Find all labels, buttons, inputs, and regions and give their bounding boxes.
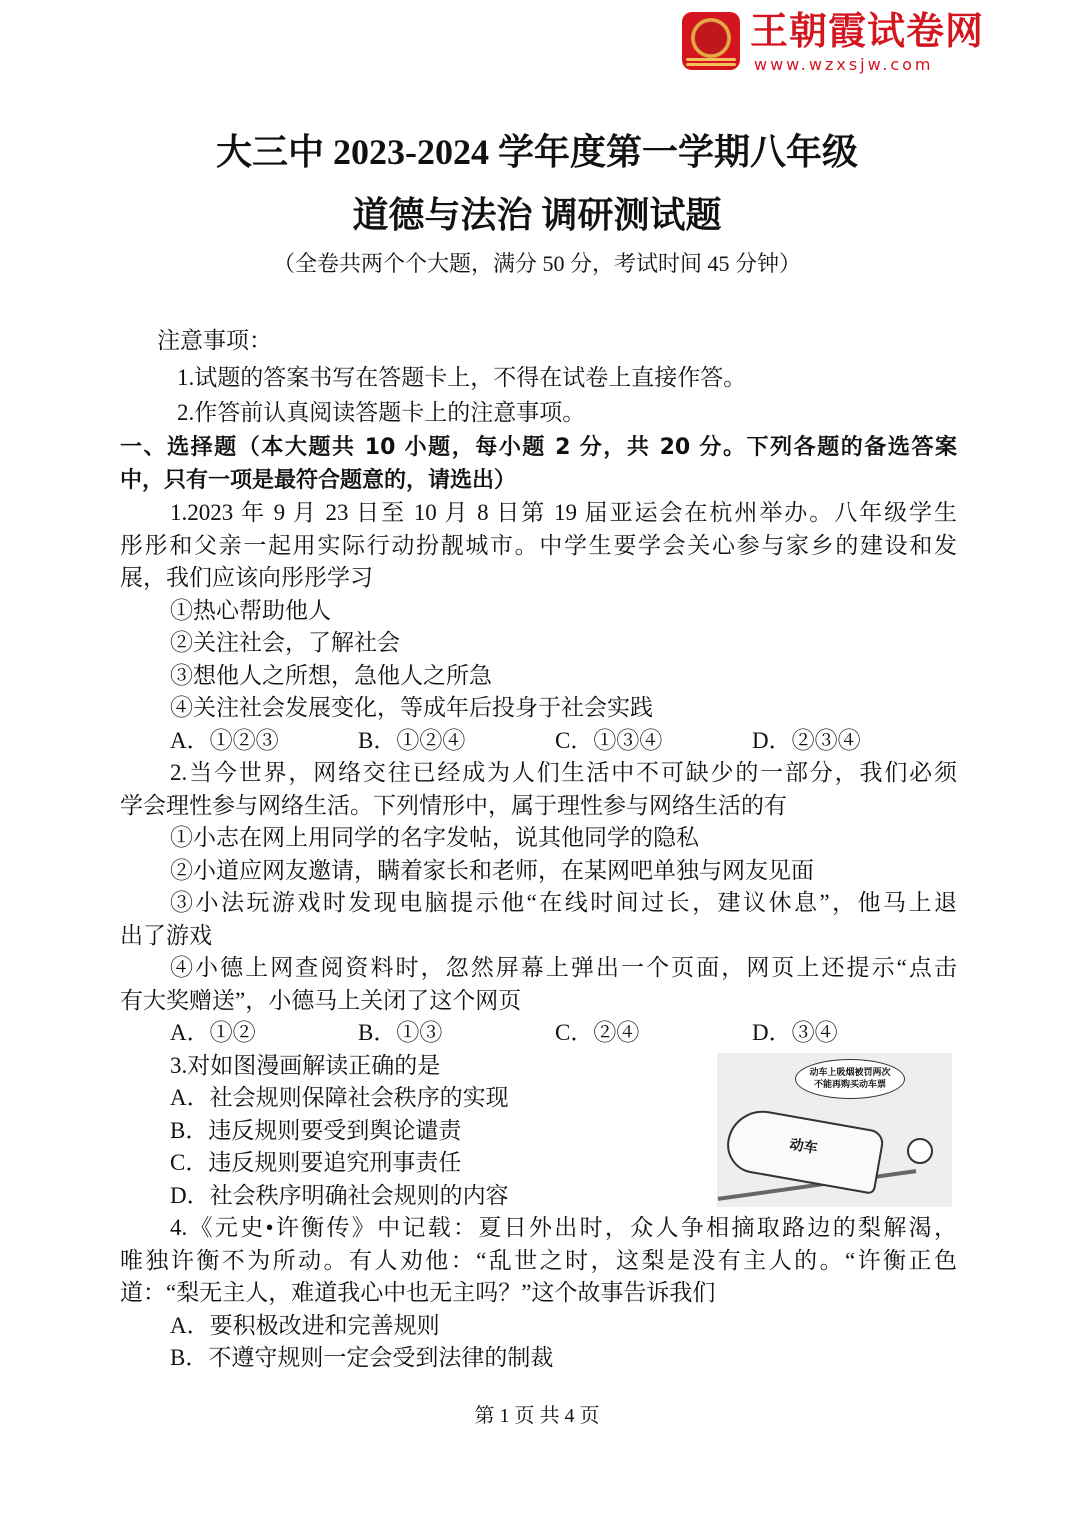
answer-options [120,1017,957,1050]
exam-body [120,325,957,1375]
train-icon [723,1105,886,1195]
statement: ③小法玩游戏时发现电脑提示他“在线时间过长，建议休息”，他马上退 [170,890,957,915]
option-d: D．③④ [752,1020,838,1045]
option-a: A．社会规则保障社会秩序的实现 [170,1085,509,1110]
site-logo [682,10,992,76]
question-1 [120,497,957,757]
option-d: D．②③④ [752,727,861,753]
option-b: B．①③ [358,1020,443,1045]
statement: ②小道应网友邀请，瞒着家长和老师，在某网吧单独与网友见面 [170,857,814,883]
notice-item: 1.试题的答案书写在答题卡上，不得在试卷上直接作答。 [177,365,747,390]
statement: 出了游戏 [120,922,212,948]
option-b: B．①②④ [358,727,466,753]
statement: ②关注社会，了解社会 [170,630,400,655]
option-a: A．要积极改进和完善规则 [170,1312,440,1338]
option-c: C．①③④ [555,727,663,753]
logo-title: 王朝霞试卷网 [750,9,985,53]
statement: ①小志在网上用同学的名字发帖，说其他同学的隐私 [170,825,699,850]
option-c: C．违反规则要追究刑事责任 [170,1150,462,1175]
train-label: 动车 [788,1136,819,1158]
question-stem: 学会理性参与网络生活。下列情形中，属于理性参与网络生活的有 [120,792,787,818]
speech-bubble [795,1059,905,1099]
statement: ④小德上网查阅资料时，忽然屏幕上弹出一个页面，网页上还提示“点击 [170,955,957,980]
statement: ①热心帮助他人 [170,597,331,623]
question-stem: 3.对如图漫画解读正确的是 [170,1052,441,1078]
train-cartoon-image [717,1053,952,1207]
statement: 有大奖赠送”，小德马上关闭了这个网页 [120,987,522,1013]
person-icon [907,1138,933,1164]
logo-badge-icon [682,12,740,70]
option-d: D．社会秩序明确社会规则的内容 [170,1182,509,1208]
statement: ④关注社会发展变化，等成年后投身于社会实践 [170,695,653,720]
answer-options [120,725,957,758]
question-4 [120,1212,957,1375]
question-stem: 1.2023 年 9 月 23 日至 10 月 8 日第 19 届亚运会在杭州举办。八年级学生 [170,500,957,525]
bubble-text: 不能再购买动车票 [813,1080,886,1090]
option-a: A．①②③ [170,727,279,753]
option-a: A．①② [170,1020,256,1045]
notice-item: 2.作答前认真阅读答题卡上的注意事项。 [177,400,586,425]
option-b: B．违反规则要受到舆论谴责 [170,1117,462,1143]
bubble-text: 动车上吸烟被罚两次 [809,1068,891,1078]
exam-title: 大三中 2023-2024 学年度第一学期八年级 [216,132,858,172]
question-stem: 彤彤和父亲一起用实际行动扮靓城市。中学生要学会关心参与家乡的建设和发 [120,532,957,558]
statement: ③想他人之所想，急他人之所急 [170,662,492,688]
section-heading: 一、选择题（本大题共 10 小题，每小题 2 分，共 20 分。下列各题的备选答案 [120,435,957,460]
question-2 [120,757,957,1050]
section-heading: 中，只有一项是最符合题意的，请选出） [120,467,517,493]
page-footer: 第 1 页 共 4 页 [474,1405,600,1427]
question-stem: 展，我们应该向彤彤学习 [120,565,373,590]
question-stem: 道：“梨无主人，难道我心中也无主吗？”这个故事告诉我们 [120,1280,716,1305]
exam-info: （全卷共两个个大题，满分 50 分，考试时间 45 分钟） [272,251,801,276]
option-c: C．②④ [555,1020,640,1045]
notice-heading: 注意事项： [157,328,272,353]
question-stem: 2.当今世界，网络交往已经成为人们生活中不可缺少的一部分，我们必须 [170,760,957,785]
question-stem: 唯独许衡不为所动。有人劝他：“乱世之时，这梨是没有主人的。“许衡正色 [120,1247,957,1273]
logo-url: www.wzxsjw.com [754,55,934,74]
exam-subject: 道德与法治 调研测试题 [352,195,722,235]
option-b: B．不遵守规则一定会受到法律的制裁 [170,1345,554,1370]
question-stem: 4.《元史•许衡传》中记载：夏日外出时，众人争相摘取路边的梨解渴， [170,1215,957,1240]
